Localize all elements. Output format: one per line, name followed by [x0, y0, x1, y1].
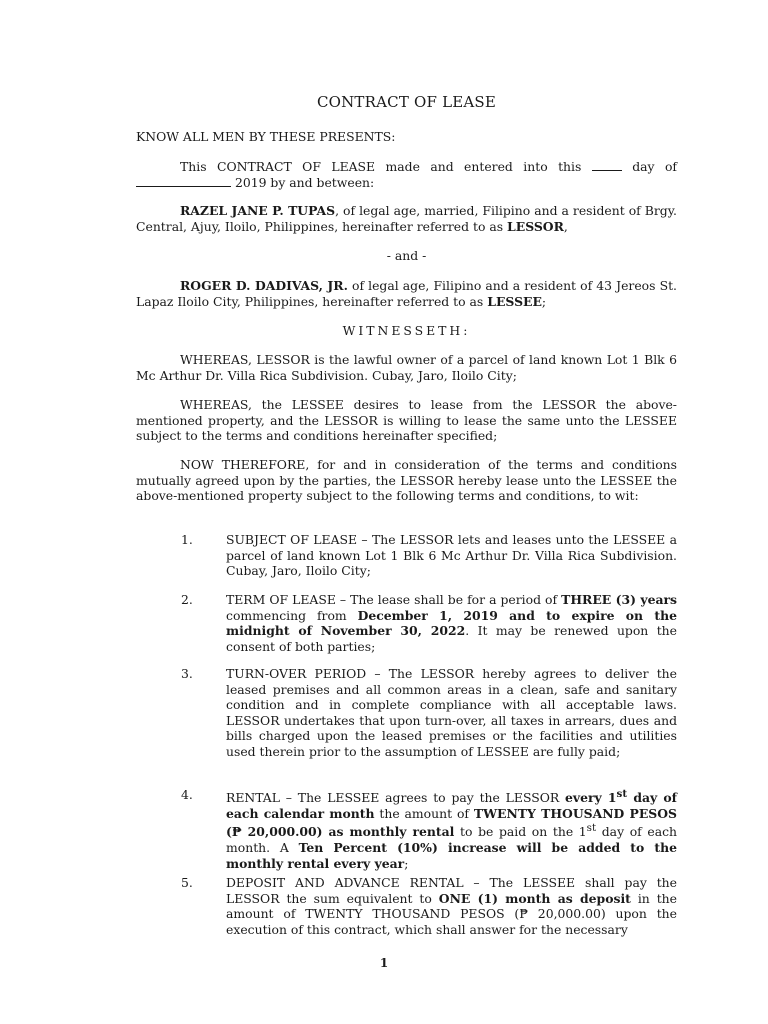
lessor-name: RAZEL JANE P. TUPAS	[180, 203, 336, 218]
now-therefore-paragraph: NOW THEREFORE, for and in consideration of the terms and conditions mutually agreed upon by the parties, the LESSOR hereby lease unto the LESSEE the above-mentioned property subject to the following terms and conditions, to wit:	[136, 457, 677, 504]
whereas-paragraph-1: WHEREAS, LESSOR is the lawful owner of a parcel of land known Lot 1 Blk 6 Mc Arthur Dr. Villa Rica Subdivision. Cubay, Jaro, Iloilo City;	[136, 352, 677, 383]
whereas-paragraph-2: WHEREAS, the LESSEE desires to lease from the LESSOR the above-mentioned property, and the LESSOR is willing to lease the same unto the LESSEE subject to the terms and conditions hereinafter specified;	[136, 397, 677, 444]
item-number: 3.	[181, 666, 193, 681]
lessee-paragraph: ROGER D. DADIVAS, JR. of legal age, Filipino and a resident of 43 Jereos St. Lapaz Iloilo City, Philippines, hereinafter referred to as LESSEE;	[136, 278, 677, 309]
list-item-3	[136, 666, 677, 772]
document-title: CONTRACT OF LEASE	[316, 93, 497, 111]
and-separator: - and -	[386, 248, 427, 263]
item-number: 5.	[181, 875, 193, 890]
list-item-4	[136, 787, 677, 884]
item-text: RENTAL – The LESSEE agrees to pay the LESSOR every 1st day of each calendar month the amount of TWENTY THOUSAND PESOS (₱ 20,000.00) as monthly rental to be paid on the 1st day of each month. A Ten Percent (10%) increase will be added to the monthly rental every year;	[226, 788, 678, 871]
opening-paragraph: This CONTRACT OF LEASE made and entered into this day of 2019 by and between:	[136, 159, 677, 190]
item-number: 1.	[181, 532, 193, 547]
lessee-name: ROGER D. DADIVAS, JR.	[180, 278, 348, 293]
list-item-1	[136, 532, 677, 591]
item-text: SUBJECT OF LEASE – The LESSOR lets and leases unto the LESSEE a parcel of land known Lot 1 Blk 6 Mc Arthur Dr. Villa Rica Subdivision. Cubay, Jaro, Iloilo City;	[226, 532, 677, 579]
item-text: TURN-OVER PERIOD – The LESSOR hereby agrees to deliver the leased premises and all common areas in a clean, safe and sanitary condition and in complete compliance with all acceptable laws. LESSOR undertakes that upon turn-over, all taxes in arrears, dues and bills charged upon the leased premises or the facilities and utilities used therein prior to the assumption of LESSEE are fully paid;	[226, 666, 677, 759]
list-item-5	[136, 875, 677, 950]
lessor-paragraph: RAZEL JANE P. TUPAS, of legal age, married, Filipino and a resident of Brgy. Central, Ajuy, Iloilo, Philippines, hereinafter referred to as LESSOR,	[136, 203, 677, 234]
witnesseth-heading: WITNESSETH:	[342, 323, 471, 338]
intro-line: KNOW ALL MEN BY THESE PRESENTS:	[136, 129, 396, 144]
item-text: TERM OF LEASE – The lease shall be for a period of THREE (3) years commencing from December 1, 2019 and to expire on the midnight of November 30, 2022. It may be renewed upon the consent of both parties;	[226, 592, 677, 654]
day-blank	[592, 159, 622, 171]
item-number: 2.	[181, 592, 193, 607]
list-item-2	[136, 592, 677, 667]
item-text: DEPOSIT AND ADVANCE RENTAL – The LESSEE shall pay the LESSOR the sum equivalent to ONE (1) month as deposit in the amount of TWENTY THOUSAND PESOS (₱ 20,000.00) upon the execution of this contract, which shall answer for the necessary	[226, 875, 677, 937]
item-number: 4.	[181, 787, 193, 802]
month-blank	[136, 175, 231, 187]
page-number: 1	[379, 956, 389, 970]
